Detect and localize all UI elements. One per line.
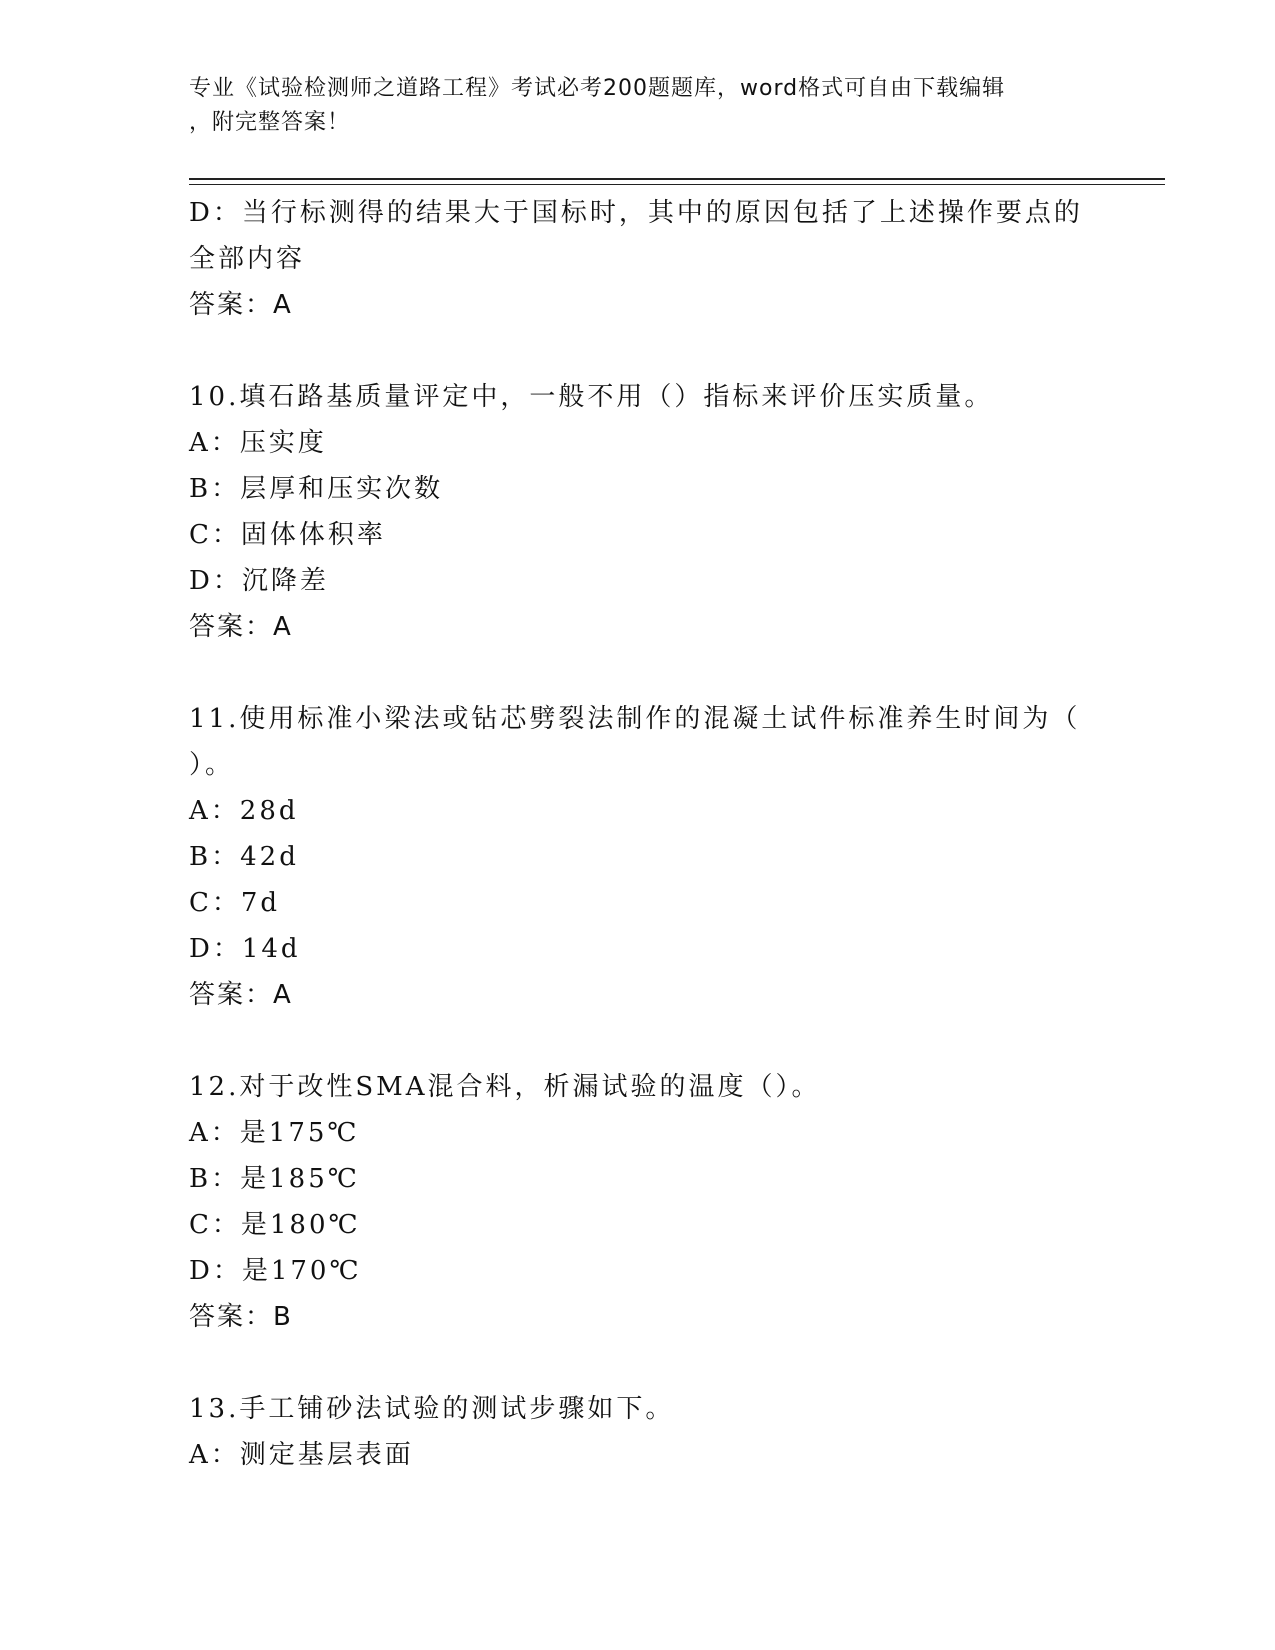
option-d-line-1: D：当行标测得的结果大于国标时，其中的原因包括了上述操作要点的 <box>189 198 1083 228</box>
question-content <box>189 190 1089 1478</box>
header-divider-thin <box>189 184 1165 185</box>
question-10-stem: 10.填石路基质量评定中，一般不用（）指标来评价压实质量。 <box>189 382 994 412</box>
question-12-option-d: D：是170℃ <box>189 1256 362 1286</box>
question-13-option-a: A：测定基层表面 <box>189 1440 414 1470</box>
header-line-1: 专业《试验检测师之道路工程》考试必考200题题库，word格式可自由下载编辑 <box>189 76 1006 101</box>
question-12 <box>189 1064 1089 1340</box>
question-10-option-b: B：层厚和压实次数 <box>189 474 444 504</box>
question-13-stem: 13.手工铺砂法试验的测试步骤如下。 <box>189 1394 675 1424</box>
header-divider-thick <box>189 178 1165 180</box>
question-12-stem: 12.对于改性SMA混合料，析漏试验的温度（）。 <box>189 1072 821 1102</box>
answer-9: 答案：A <box>189 290 293 320</box>
question-12-option-c: C：是180℃ <box>189 1210 361 1240</box>
question-11-option-c: C：7d <box>189 888 281 918</box>
question-10-answer: 答案：A <box>189 612 293 642</box>
question-10-option-a: A：压实度 <box>189 428 327 458</box>
question-11-stem-line-1: 11.使用标准小梁法或钻芯劈裂法制作的混凝土试件标准养生时间为（ <box>189 704 1081 734</box>
question-11 <box>189 696 1089 1018</box>
question-10-option-c: C：固体体积率 <box>189 520 386 550</box>
option-d-line-2: 全部内容 <box>189 244 306 274</box>
question-11-option-a: A：28d <box>189 796 299 826</box>
question-11-stem-line-2: ）。 <box>189 750 235 780</box>
question-12-option-a: A：是175℃ <box>189 1118 360 1148</box>
question-13 <box>189 1386 1089 1478</box>
header-line-2: ，附完整答案！ <box>189 110 351 135</box>
question-11-answer: 答案：A <box>189 980 293 1010</box>
question-10-option-d: D：沉降差 <box>189 566 329 596</box>
question-12-answer: 答案：B <box>189 1302 293 1332</box>
document-header <box>189 72 1089 140</box>
question-11-option-d: D：14d <box>189 934 301 964</box>
question-10 <box>189 374 1089 650</box>
question-11-option-b: B：42d <box>189 842 299 872</box>
question-12-option-b: B：是185℃ <box>189 1164 360 1194</box>
